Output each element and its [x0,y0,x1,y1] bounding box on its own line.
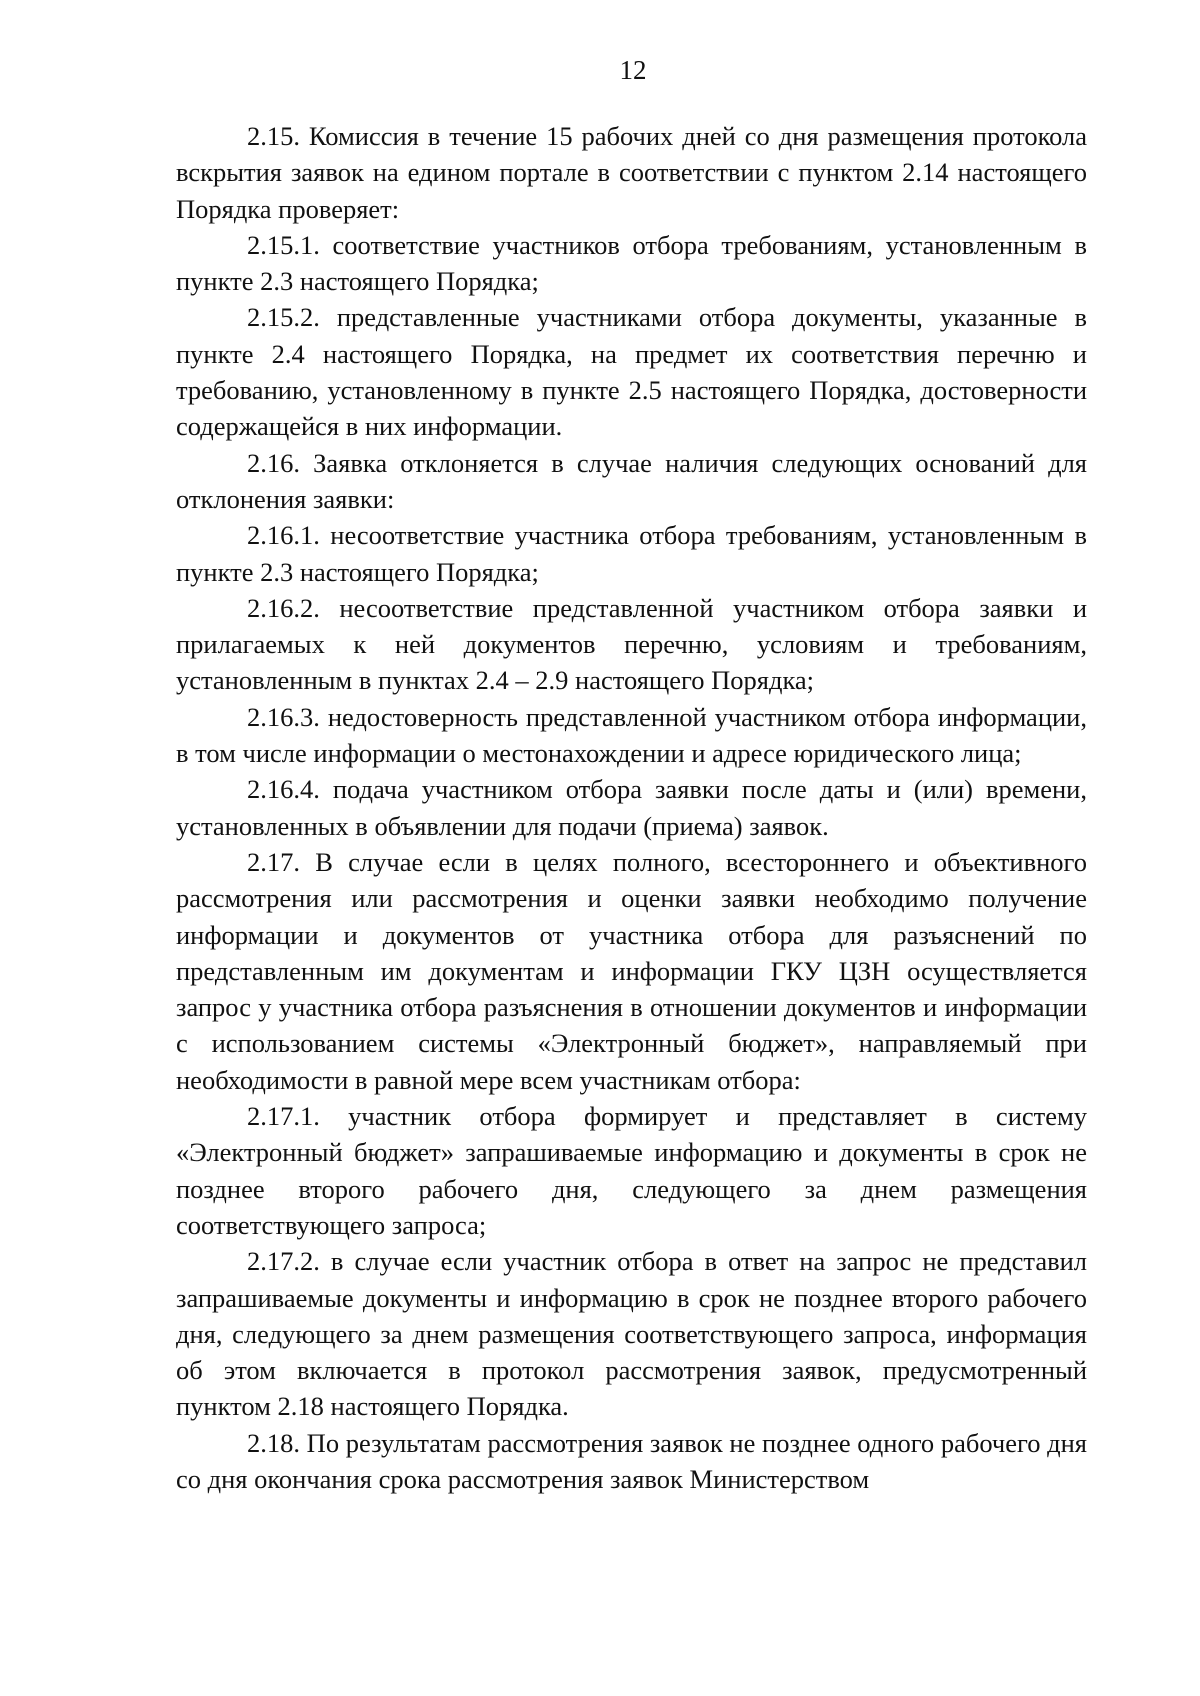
paragraph-2-17: 2.17. В случае если в целях полного, всестороннего и объективного рассмотрения или рассмотрения и оценки заявки необходимо получение информации и документов от участника отбора для разъяснений по представленным им документам и информации ГКУ ЦЗН осуществляется запрос у участника отбора разъяснения в отношении документов и информации с использованием системы «Электронный бюджет», направляемый при необходимости в равной мере всем участникам отбора: [176,846,1087,1095]
paragraph-2-18: 2.18. По результатам рассмотрения заявок не позднее одного рабочего дня со дня окончания срока рассмотрения заявок Министерством [176,1427,1087,1494]
paragraph-2-16: 2.16. Заявка отклоняется в случае наличия следующих оснований для отклонения заявки: [176,447,1087,514]
paragraph-2-15: 2.15. Комиссия в течение 15 рабочих дней со дня размещения протокола вскрытия заявок на едином портале в соответствии с пунктом 2.14 настоящего Порядка проверяет: [176,121,1087,224]
page-number: 12 [619,55,647,85]
paragraph-2-16-3: 2.16.3. недостоверность представленной участником отбора информации, в том числе информации о местонахождении и адресе юридического лица; [176,701,1087,769]
paragraph-2-16-2: 2.16.2. несоответствие представленной участником отбора заявки и прилагаемых к ней документов перечню, условиям и требованиям, установленным в пунктах 2.4 – 2.9 настоящего Порядка; [176,592,1087,696]
paragraph-2-17-2: 2.17.2. в случае если участник отбора в ответ на запрос не представил запрашиваемые документы и информацию в срок не позднее второго рабочего дня, следующего за днем размещения соответствующего запроса, информация об этом включается в протокол рассмотрения заявок, предусмотренный пунктом 2.18 настоящего Порядка. [176,1246,1087,1422]
paragraph-2-15-2: 2.15.2. представленные участниками отбора документы, указанные в пункте 2.4 настоящего Порядка, на предмет их соответствия перечню и требованию, установленному в пункте 2.5 настоящего Порядка, достоверности содержащейся в них информации. [176,302,1087,442]
paragraph-2-16-4: 2.16.4. подача участником отбора заявки после даты и (или) времени, установленных в объявлении для подачи (приема) заявок. [176,774,1087,841]
paragraph-2-15-1: 2.15.1. соответствие участников отбора требованиям, установленным в пункте 2.3 настоящего Порядка; [176,229,1087,297]
paragraph-2-17-1: 2.17.1. участник отбора формирует и представляет в систему «Электронный бюджет» запрашиваемые информацию и документы в срок не позднее второго рабочего дня, следующего за днем размещения соответствующего запроса; [176,1101,1087,1240]
paragraph-2-16-1: 2.16.1. несоответствие участника отбора требованиям, установленным в пункте 2.3 настоящего Порядка; [176,520,1087,587]
document-body [176,118,1087,1497]
